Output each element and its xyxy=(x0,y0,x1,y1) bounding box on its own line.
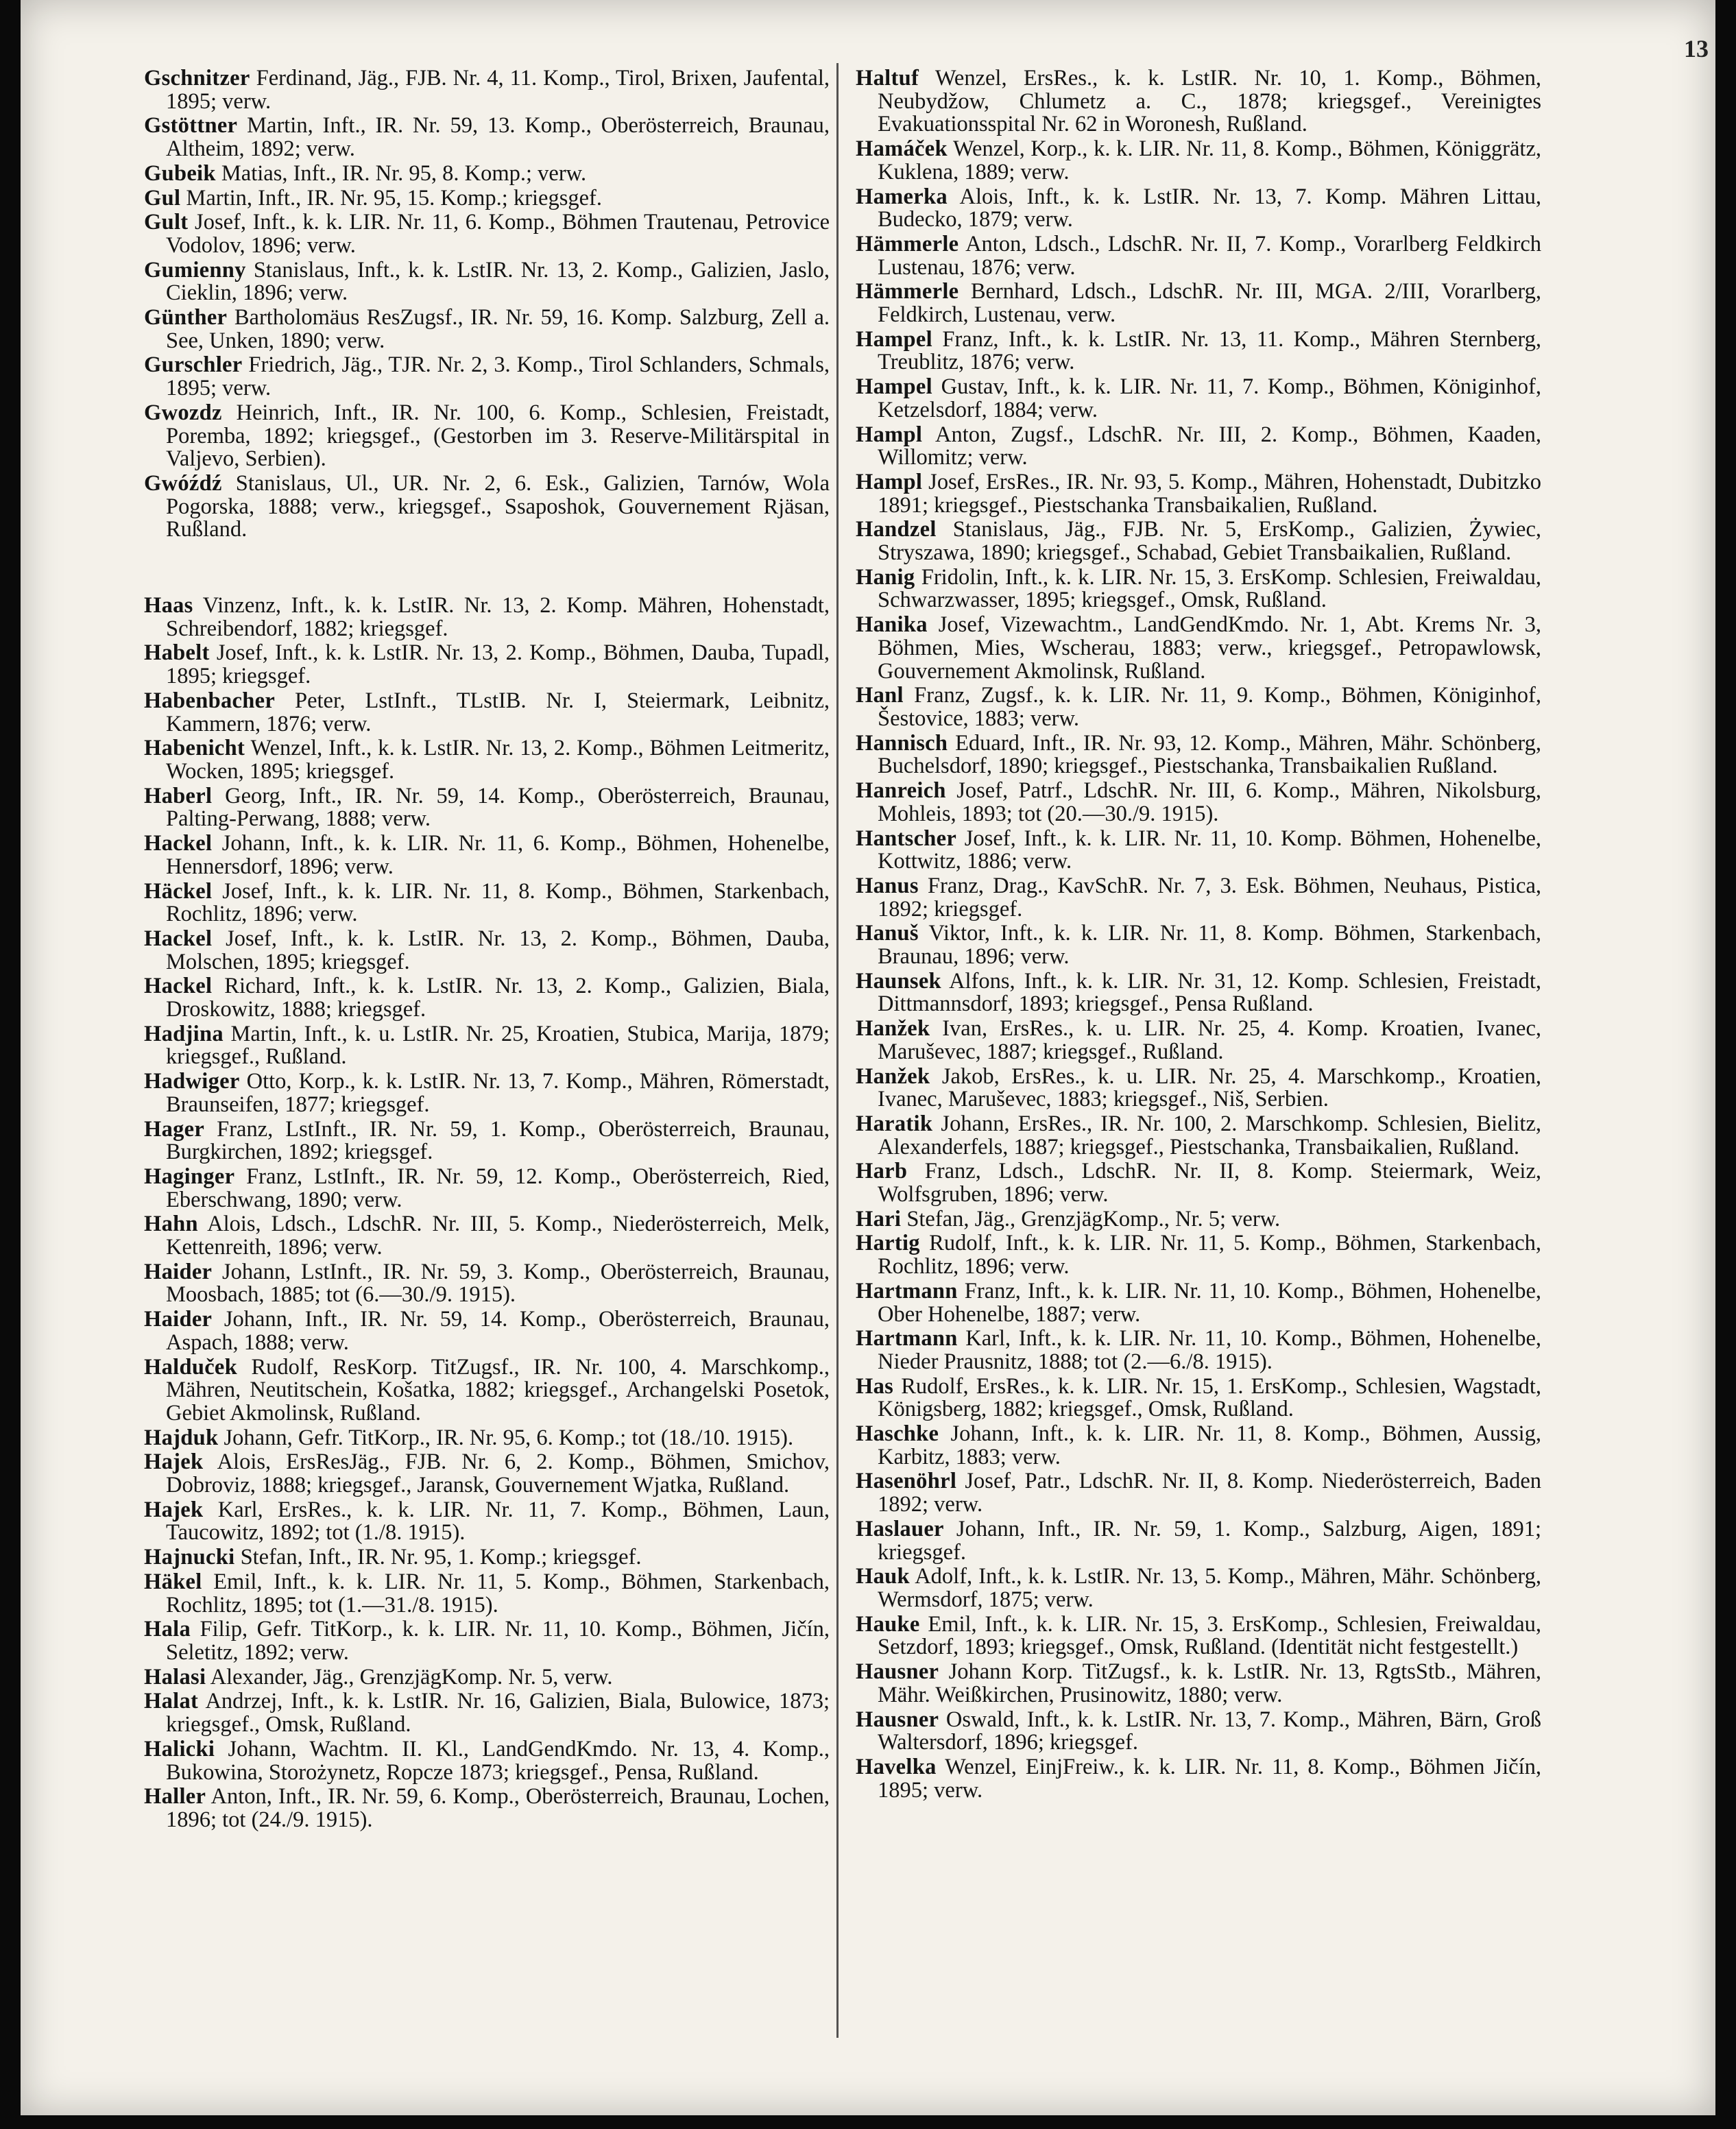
entry-surname: Gurschler xyxy=(144,352,243,378)
roll-entry xyxy=(144,737,830,783)
entry-surname: Gwozdz xyxy=(144,400,222,425)
entry-details: Johann, ErsRes., IR. Nr. 100, 2. Marschkomp. Schlesien, Bielitz, Alexanderfels, 1887; kriegsgef., Piestschanka, Transbaikalien, Rußland. xyxy=(878,1111,1541,1159)
entry-surname: Hala xyxy=(144,1617,191,1642)
entry-surname: Harb xyxy=(856,1159,908,1184)
roll-entry xyxy=(856,970,1541,1016)
entry-surname: Haginger xyxy=(144,1164,235,1189)
entry-details: Josef, ErsRes., IR. Nr. 93, 5. Komp., Mähren, Hohenstadt, Dubitzko 1891; kriegsgef., Piestschanka Transbaikalien, Rußland. xyxy=(878,469,1542,518)
roll-entry xyxy=(856,1375,1541,1421)
entry-details: Heinrich, Inft., IR. Nr. 100, 6. Komp., Schlesien, Freistadt, Poremba, 1892; kriegsgef., (Gestorben im 3. Reserve-Militärspital in Valjevo, Serbien). xyxy=(166,400,830,472)
entry-surname: Hadwiger xyxy=(144,1069,240,1094)
entry-details: Martin, Inft., IR. Nr. 95, 15. Komp.; kriegsgef. xyxy=(186,185,603,211)
entry-surname: Halduček xyxy=(144,1354,238,1380)
entry-details: Anton, Zugsf., LdschR. Nr. III, 2. Komp., Böhmen, Kaaden, Willomitz; verw. xyxy=(878,422,1541,470)
entry-details: Georg, Inft., IR. Nr. 59, 14. Komp., Oberösterreich, Braunau, Palting-Perwang, 1888; verw. xyxy=(166,783,830,832)
entry-surname: Häkel xyxy=(144,1569,202,1594)
entry-details: Alfons, Inft., k. k. LIR. Nr. 31, 12. Komp. Schlesien, Freistadt, Dittmannsdorf, 1893; kriegsgef., Pensa Rußland. xyxy=(878,968,1541,1017)
entry-surname: Gult xyxy=(144,210,189,235)
entry-details: Johann, LstInft., IR. Nr. 59, 3. Komp., Oberösterreich, Braunau, Moosbach, 1885; tot (6.—30./9. 1915). xyxy=(166,1259,830,1308)
entry-details: Rudolf, ErsRes., k. k. LIR. Nr. 15, 1. ErsKomp., Schlesien, Wagstadt, Königsberg, 1882; kriegsgef., Omsk, Rußland. xyxy=(878,1373,1541,1422)
entry-details: Otto, Korp., k. k. LstIR. Nr. 13, 7. Komp., Mähren, Römerstadt, Braunseifen, 1877; kriegsgef. xyxy=(166,1069,830,1117)
roll-entry xyxy=(144,642,830,688)
entry-details: Wenzel, Inft., k. k. LstIR. Nr. 13, 2. Komp., Böhmen Leitmeritz, Wocken, 1895; kriegsgef. xyxy=(166,736,830,784)
entry-surname: Gul xyxy=(144,185,181,211)
entry-surname: Havelka xyxy=(856,1754,937,1779)
roll-entry xyxy=(144,1785,830,1831)
roll-entry xyxy=(856,1208,1541,1231)
roll-entry xyxy=(144,1427,830,1450)
entry-details: Emil, Inft., k. k. LIR. Nr. 15, 3. ErsKomp., Schlesien, Freiwaldau, Setzdorf, 1893; kriegsgef., Omsk, Rußland. (Identität nicht festgestellt.) xyxy=(878,1611,1541,1660)
entry-details: Josef, Patrf., LdschR. Nr. III, 6. Komp., Mähren, Nikolsburg, Mohleis, 1893; tot (20.—30./9. 1915). xyxy=(878,778,1542,826)
roll-entry xyxy=(856,1423,1541,1469)
right-column xyxy=(856,67,1541,1803)
entry-surname: Hanika xyxy=(856,612,928,638)
entry-details: Josef, Inft., k. k. LIR. Nr. 11, 6. Komp., Böhmen Trautenau, Petrovice Vodolov, 1896; verw. xyxy=(166,210,830,258)
entry-surname: Hackel xyxy=(144,831,213,856)
roll-entry xyxy=(856,1160,1541,1206)
entry-surname: Haunsek xyxy=(856,968,941,994)
entry-details: Stanislaus, Inft., k. k. LstIR. Nr. 13, 2. Komp., Galizien, Jaslo, Cieklin, 1896; verw. xyxy=(166,257,830,306)
entry-surname: Halicki xyxy=(144,1736,215,1761)
entry-details: Wenzel, Korp., k. k. LIR. Nr. 11, 8. Komp., Böhmen, Königgrätz, Kuklena, 1889; verw. xyxy=(878,136,1542,184)
roll-entry xyxy=(856,1063,1541,1112)
entry-surname: Has xyxy=(856,1373,894,1399)
entry-details: Matias, Inft., IR. Nr. 95, 8. Komp.; verw. xyxy=(221,160,587,186)
entry-surname: Hartmann xyxy=(856,1278,958,1303)
entry-surname: Hackel xyxy=(144,926,213,951)
roll-entry xyxy=(856,471,1541,517)
entry-details: Bartholomäus ResZugsf., IR. Nr. 59, 16. Komp. Salzburg, Zell a. See, Unken, 1890; verw. xyxy=(166,305,830,353)
entry-surname: Hahn xyxy=(144,1212,198,1237)
entry-details: Ferdinand, Jäg., FJB. Nr. 4, 11. Komp., Tirol, Brixen, Jaufental, 1895; verw. xyxy=(166,66,830,114)
entry-surname: Hämmerle xyxy=(856,279,959,304)
entry-surname: Günther xyxy=(144,305,228,330)
entry-surname: Haratik xyxy=(856,1111,933,1136)
roll-entry xyxy=(856,1113,1541,1159)
entry-details: Stanislaus, Ul., UR. Nr. 2, 6. Esk., Galizien, Tarnów, Wola Pogorska, 1888; verw., kriegsgef., Ssaposhok, Gouvernement Rjäsan, Rußland. xyxy=(166,470,830,542)
roll-entry xyxy=(856,233,1541,279)
entry-surname: Gwóźdź xyxy=(144,470,222,496)
roll-entry xyxy=(144,832,830,878)
entry-details: Emil, Inft., k. k. LIR. Nr. 11, 5. Komp., Böhmen, Starkenbach, Rochlitz, 1895; tot (1.—31./8. 1915). xyxy=(166,1569,830,1617)
roll-entry xyxy=(144,1690,830,1736)
entry-surname: Hanžek xyxy=(856,1063,930,1089)
roll-entry xyxy=(144,1738,830,1784)
roll-entry xyxy=(856,376,1541,422)
entry-surname: Handzel xyxy=(856,517,937,542)
entry-details: Franz, LstInft., IR. Nr. 59, 1. Komp., Oberösterreich, Braunau, Burgkirchen, 1892; kriegsgef. xyxy=(166,1116,830,1165)
page-number: 13 xyxy=(1684,35,1709,62)
roll-entry xyxy=(856,875,1541,921)
entry-surname: Hackel xyxy=(144,974,213,999)
entry-surname: Hauk xyxy=(856,1564,910,1589)
entry-surname: Halasi xyxy=(144,1664,206,1689)
roll-entry xyxy=(856,1613,1541,1659)
entry-surname: Haider xyxy=(144,1307,213,1332)
entry-details: Stanislaus, Jäg., FJB. Nr. 5, ErsKomp., Galizien, Żywiec, Stryszawa, 1890; kriegsgef., Schabad, Gebiet Transbaikalien, Rußland. xyxy=(878,517,1541,566)
entry-details: Friedrich, Jäg., TJR. Nr. 2, 3. Komp., Tirol Schlanders, Schmals, 1895; verw. xyxy=(166,352,830,401)
roll-entry xyxy=(856,186,1541,232)
entry-details: Adolf, Inft., k. k. LstIR. Nr. 13, 5. Komp., Mähren, Mähr. Schönberg, Wermsdorf, 1875; verw. xyxy=(878,1564,1541,1612)
entry-details: Johann, Gefr. TitKorp., IR. Nr. 95, 6. Komp.; tot (18./10. 1915). xyxy=(224,1425,794,1450)
roll-entry xyxy=(144,472,830,542)
entry-details: Gustav, Inft., k. k. LIR. Nr. 11, 7. Komp., Böhmen, Königinhof, Ketzelsdorf, 1884; verw. xyxy=(878,374,1542,422)
entry-details: Oswald, Inft., k. k. LstIR. Nr. 13, 7. Komp., Mähren, Bärn, Groß Waltersdorf, 1896; kriegsgef. xyxy=(878,1707,1542,1755)
roll-entry xyxy=(144,1308,830,1354)
roll-entry xyxy=(144,1546,830,1569)
roll-entry xyxy=(144,354,830,400)
entry-surname: Hartmann xyxy=(856,1326,958,1351)
roll-entry xyxy=(856,780,1541,826)
roll-entry xyxy=(144,1261,830,1307)
entry-details: Eduard, Inft., IR. Nr. 93, 12. Komp., Mähren, Mähr. Schönberg, Buchelsdorf, 1890; kriegsgef., Piestschanka, Transbaikalien Rußland. xyxy=(878,730,1541,779)
roll-entry xyxy=(144,1499,830,1545)
entry-details: Martin, Inft., k. u. LstIR. Nr. 25, Kroatien, Stubica, Marija, 1879; kriegsgef., Rußland. xyxy=(166,1021,830,1070)
roll-entry xyxy=(144,928,830,974)
roll-entry xyxy=(856,684,1541,730)
entry-surname: Hanuš xyxy=(856,921,919,946)
entry-surname: Hausner xyxy=(856,1707,939,1732)
roll-entry xyxy=(856,1470,1541,1516)
entry-surname: Habenicht xyxy=(144,736,245,761)
entry-details: Alois, Ldsch., LdschR. Nr. III, 5. Komp., Niederösterreich, Melk, Kettenreith, 1896; verw. xyxy=(166,1212,830,1260)
entry-surname: Hanl xyxy=(856,683,904,708)
entry-surname: Haider xyxy=(144,1259,213,1284)
entry-details: Ivan, ErsRes., k. u. LIR. Nr. 25, 4. Komp. Kroatien, Ivanec, Maruševec, 1887; kriegsgef., Rußland. xyxy=(878,1016,1542,1064)
entry-surname: Häckel xyxy=(144,878,213,904)
roll-entry xyxy=(144,306,830,352)
roll-entry xyxy=(856,280,1541,326)
roll-entry xyxy=(856,1327,1541,1373)
roll-entry xyxy=(144,690,830,736)
roll-entry xyxy=(856,566,1541,612)
entry-details: Karl, Inft., k. k. LIR. Nr. 11, 10. Komp., Böhmen, Hohenelbe, Nieder Prausnitz, 1888; tot (2.—6./8. 1915). xyxy=(878,1326,1542,1374)
entry-surname: Habelt xyxy=(144,640,210,666)
entry-surname: Hajek xyxy=(144,1450,204,1475)
entry-details: Josef, Vizewachtm., LandGendKmdo. Nr. 1, Abt. Krems Nr. 3, Böhmen, Mies, Wscherau, 1883; verw., kriegsgef., Petropawlowsk, Gouvernement Akmolinsk, Rußland. xyxy=(878,612,1541,684)
entry-details: Vinzenz, Inft., k. k. LstIR. Nr. 13, 2. Komp. Mähren, Hohenstadt, Schreibendorf, 1882; kriegsgef. xyxy=(166,593,830,641)
roll-entry xyxy=(144,594,830,640)
entry-details: Viktor, Inft., k. k. LIR. Nr. 11, 8. Komp. Böhmen, Starkenbach, Braunau, 1896; verw. xyxy=(878,921,1541,970)
entry-details: Rudolf, Inft., k. k. LIR. Nr. 11, 5. Komp., Böhmen, Starkenbach, Rochlitz, 1896; verw. xyxy=(878,1231,1541,1279)
entry-details: Stefan, Jäg., GrenzjägKomp., Nr. 5; verw. xyxy=(906,1206,1281,1231)
entry-details: Josef, Inft., k. k. LIR. Nr. 11, 10. Komp. Böhmen, Hohenelbe, Kottwitz, 1886; verw. xyxy=(878,826,1541,874)
entry-surname: Haberl xyxy=(144,783,213,808)
entry-details: Johann, Inft., k. k. LIR. Nr. 11, 6. Komp., Böhmen, Hohenelbe, Hennersdorf, 1896; verw. xyxy=(166,831,830,879)
entry-surname: Hampl xyxy=(856,422,923,447)
roll-entry xyxy=(856,138,1541,184)
entry-surname: Gubeik xyxy=(144,160,216,186)
entry-surname: Halat xyxy=(144,1689,199,1714)
entry-details: Franz, Ldsch., LdschR. Nr. II, 8. Komp. Steiermark, Weiz, Wolfsgruben, 1896; verw. xyxy=(878,1159,1542,1207)
entry-surname: Hajek xyxy=(144,1497,204,1522)
entry-details: Karl, ErsRes., k. k. LIR. Nr. 11, 7. Komp., Böhmen, Laun, Taucowitz, 1892; tot (1./8. 1915). xyxy=(166,1497,830,1545)
entry-details: Johann, Inft., IR. Nr. 59, 14. Komp., Oberösterreich, Braunau, Aspach, 1888; verw. xyxy=(166,1307,830,1355)
roll-entry xyxy=(144,211,830,257)
entry-surname: Hamáček xyxy=(856,136,948,162)
entry-surname: Gumienny xyxy=(144,257,246,282)
roll-entry xyxy=(856,1565,1541,1611)
entry-surname: Hajnucki xyxy=(144,1545,235,1570)
entry-surname: Haas xyxy=(144,593,193,618)
roll-entry xyxy=(144,115,830,160)
roll-entry xyxy=(856,328,1541,374)
roll-entry xyxy=(144,1356,830,1426)
entry-details: Franz, Inft., k. k. LIR. Nr. 11, 10. Komp., Böhmen, Hohenelbe, Ober Hohenelbe, 1887; verw. xyxy=(878,1278,1541,1327)
entry-details: Peter, LstInft., TLstIB. Nr. I, Steiermark, Leibnitz, Kammern, 1876; verw. xyxy=(166,688,830,736)
entry-surname: Haslauer xyxy=(856,1516,944,1541)
entry-surname: Gschnitzer xyxy=(144,66,250,91)
roll-entry xyxy=(144,1571,830,1617)
entry-details: Franz, Inft., k. k. LstIR. Nr. 13, 11. Komp., Mähren Sternberg, Treublitz, 1876; verw. xyxy=(878,326,1541,375)
roll-entry xyxy=(144,1166,830,1212)
roll-entry xyxy=(144,1618,830,1664)
roll-entry xyxy=(856,1661,1541,1707)
roll-entry xyxy=(144,785,830,831)
entry-details: Josef, Inft., k. k. LIR. Nr. 11, 8. Komp., Böhmen, Starkenbach, Rochlitz, 1896; verw. xyxy=(166,878,830,927)
roll-entry xyxy=(856,518,1541,564)
entry-details: Anton, Inft., IR. Nr. 59, 6. Komp., Oberösterreich, Braunau, Lochen, 1896; tot (24./9. 1915). xyxy=(166,1784,830,1832)
roll-entry xyxy=(144,402,830,471)
entry-surname: Hannisch xyxy=(856,730,948,756)
entry-details: Josef, Inft., k. k. LstIR. Nr. 13, 2. Komp., Böhmen, Dauba, Tupadl, 1895; kriegsgef. xyxy=(166,640,830,689)
roll-entry xyxy=(144,160,830,186)
entry-details: Filip, Gefr. TitKorp., k. k. LIR. Nr. 11, 10. Komp., Böhmen, Jičín, Seletitz, 1892; verw. xyxy=(166,1617,830,1665)
entry-details: Richard, Inft., k. k. LstIR. Nr. 13, 2. Komp., Galizien, Biala, Droskowitz, 1888; kriegsgef. xyxy=(166,974,830,1022)
entry-details: Franz, Zugsf., k. k. LIR. Nr. 11, 9. Komp., Böhmen, Königinhof, Šestovice, 1883; verw. xyxy=(878,683,1542,731)
entry-surname: Hampel xyxy=(856,374,932,400)
entry-surname: Hampel xyxy=(856,326,932,352)
section-gap xyxy=(144,543,830,594)
roll-entry xyxy=(144,1070,830,1116)
entry-details: Andrzej, Inft., k. k. LstIR. Nr. 16, Galizien, Biala, Bulowice, 1873; kriegsgef., Omsk, Rußland. xyxy=(166,1689,830,1737)
entry-surname: Hantscher xyxy=(856,826,957,851)
entry-surname: Hasenöhrl xyxy=(856,1469,957,1494)
entry-details: Josef, Inft., k. k. LstIR. Nr. 13, 2. Komp., Böhmen, Dauba, Molschen, 1895; kriegsgef. xyxy=(166,926,830,974)
entry-details: Wenzel, ErsRes., k. k. LstIR. Nr. 10, 1. Komp., Böhmen, Neubydžow, Chlumetz a. C., 1878; kriegsgef., Vereinigtes Evakuationsspital Nr. 62 in Woronesh, Rußland. xyxy=(878,66,1541,137)
entry-details: Anton, Ldsch., LdschR. Nr. II, 7. Komp., Vorarlberg Feldkirch Lustenau, 1876; verw. xyxy=(878,231,1541,280)
entry-details: Rudolf, ResKorp. TitZugsf., IR. Nr. 100, 4. Marschkomp., Mähren, Neutitschein, Košatka, 1882; kriegsgef., Archangelski Posetok, Gebiet Akmolinsk, Rußland. xyxy=(166,1354,830,1426)
roll-entry xyxy=(144,259,830,305)
roll-entry xyxy=(856,424,1541,470)
roll-entry xyxy=(144,1666,830,1689)
entry-surname: Hanžek xyxy=(856,1016,930,1042)
roll-entry xyxy=(856,1018,1541,1063)
entry-details: Alois, Inft., k. k. LstIR. Nr. 13, 7. Komp. Mähren Littau, Budecko, 1879; verw. xyxy=(878,184,1541,232)
entry-surname: Hämmerle xyxy=(856,231,959,256)
roll-entry xyxy=(856,1232,1541,1278)
roll-entry xyxy=(856,614,1541,683)
entry-surname: Hauke xyxy=(856,1611,920,1637)
roll-entry xyxy=(856,1280,1541,1326)
entry-details: Wenzel, EinjFreiw., k. k. LIR. Nr. 11, 8. Komp., Böhmen Jičín, 1895; verw. xyxy=(878,1754,1541,1803)
roll-entry xyxy=(144,975,830,1021)
document-page xyxy=(21,0,1715,2115)
roll-entry xyxy=(144,187,830,211)
roll-entry xyxy=(856,1518,1541,1564)
entry-surname: Hamerka xyxy=(856,184,948,209)
entry-details: Alexander, Jäg., GrenzjägKomp. Nr. 5, verw. xyxy=(210,1664,613,1689)
roll-entry xyxy=(144,1118,830,1164)
roll-entry xyxy=(144,1023,830,1069)
entry-surname: Hanig xyxy=(856,564,915,590)
entry-surname: Gstöttner xyxy=(144,113,238,139)
entry-details: Jakob, ErsRes., k. u. LIR. Nr. 25, 4. Marschkomp., Kroatien, Ivanec, Maruševec, 1883; kriegsgef., Niš, Serbien. xyxy=(878,1063,1541,1112)
left-column xyxy=(144,67,830,1833)
roll-entry xyxy=(144,1213,830,1259)
entry-details: Johann, Inft., k. k. LIR. Nr. 11, 8. Komp., Böhmen, Aussig, Karbitz, 1883; verw. xyxy=(878,1421,1542,1469)
entry-details: Johann Korp. TitZugsf., k. k. LstIR. Nr. 13, RgtsStb., Mähren, Mähr. Weißkirchen, Prusinowitz, 1880; verw. xyxy=(878,1659,1541,1707)
roll-entry xyxy=(856,828,1541,874)
roll-entry xyxy=(856,1709,1541,1755)
entry-surname: Hanus xyxy=(856,873,919,898)
entry-details: Franz, LstInft., IR. Nr. 59, 12. Komp., Oberösterreich, Ried, Eberschwang, 1890; verw. xyxy=(166,1164,830,1212)
roll-entry xyxy=(144,880,830,926)
entry-details: Alois, ErsResJäg., FJB. Nr. 6, 2. Komp., Böhmen, Smichov, Dobroviz, 1888; kriegsgef., Jaransk, Gouvernement Wjatka, Rußland. xyxy=(166,1450,830,1498)
entry-details: Fridolin, Inft., k. k. LIR. Nr. 15, 3. ErsKomp. Schlesien, Freiwaldau, Schwarzwasser, 1895; kriegsgef., Omsk, Rußland. xyxy=(878,564,1541,613)
entry-details: Bernhard, Ldsch., LdschR. Nr. III, MGA. 2/III, Vorarlberg, Feldkirch, Lustenau, verw. xyxy=(878,279,1542,328)
entry-surname: Haller xyxy=(144,1784,206,1809)
entry-surname: Hajduk xyxy=(144,1425,219,1450)
roll-entry xyxy=(856,1756,1541,1802)
roll-entry xyxy=(144,1451,830,1497)
roll-entry xyxy=(856,67,1541,136)
entry-surname: Haltuf xyxy=(856,66,919,91)
entry-surname: Habenbacher xyxy=(144,688,276,713)
entry-surname: Hari xyxy=(856,1206,902,1231)
entry-surname: Hartig xyxy=(856,1231,920,1256)
entry-details: Josef, Patr., LdschR. Nr. II, 8. Komp. Niederösterreich, Baden 1892; verw. xyxy=(878,1469,1542,1517)
roll-entry xyxy=(856,732,1541,778)
entry-surname: Hampl xyxy=(856,469,923,494)
entry-surname: Hanreich xyxy=(856,778,946,804)
entry-details: Stefan, Inft., IR. Nr. 95, 1. Komp.; kriegsgef. xyxy=(240,1545,642,1570)
roll-entry xyxy=(856,922,1541,968)
entry-surname: Hausner xyxy=(856,1659,939,1685)
entry-surname: Hadjina xyxy=(144,1021,224,1046)
column-divider xyxy=(836,63,839,2038)
entry-surname: Haschke xyxy=(856,1421,939,1447)
entry-details: Johann, Inft., IR. Nr. 59, 1. Komp., Salzburg, Aigen, 1891; kriegsgef. xyxy=(878,1516,1541,1565)
entry-details: Johann, Wachtm. II. Kl., LandGendKmdo. Nr. 13, 4. Komp., Bukowina, Storożynetz, Ropcze 1873; kriegsgef., Pensa, Rußland. xyxy=(166,1736,830,1785)
entry-details: Martin, Inft., IR. Nr. 59, 13. Komp., Oberösterreich, Braunau, Altheim, 1892; verw. xyxy=(166,113,830,162)
entry-details: Franz, Drag., KavSchR. Nr. 7, 3. Esk. Böhmen, Neuhaus, Pistica, 1892; kriegsgef. xyxy=(878,873,1541,922)
roll-entry xyxy=(144,67,830,113)
entry-surname: Hager xyxy=(144,1116,205,1142)
